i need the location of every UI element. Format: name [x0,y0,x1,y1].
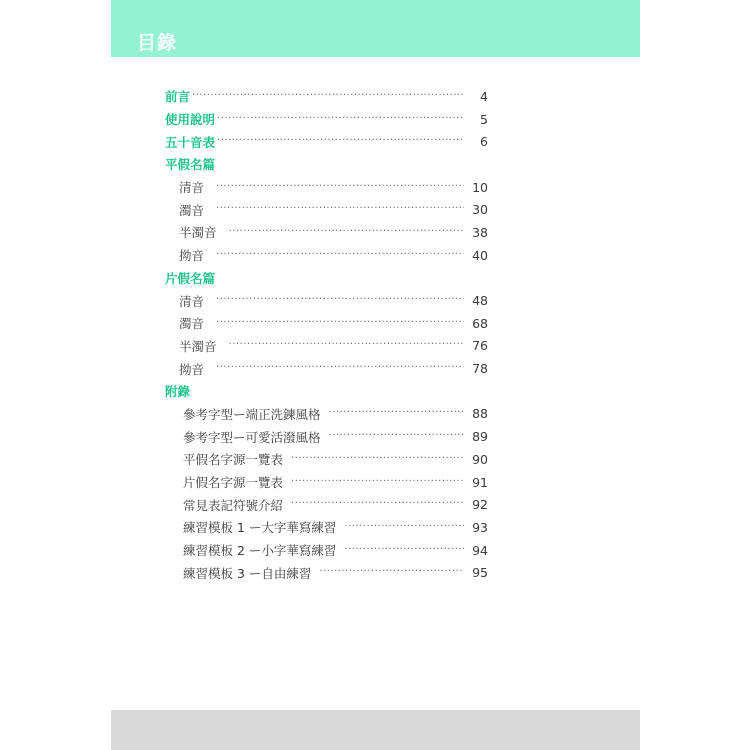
leader-dots [291,453,464,464]
toc-page-number: 30 [472,202,488,218]
leader-dots [344,521,464,532]
toc-page-number: 4 [480,88,488,104]
toc-entry-label: 使用說明 [165,112,216,128]
toc-entry-label: 濁音 [179,202,205,218]
leader-dots [216,203,464,214]
header-band [111,0,640,57]
page-title: 目錄 [137,32,178,54]
toc-entry [165,289,488,312]
toc-entry [165,176,488,199]
toc-entry-label: 拗音 [179,361,205,377]
toc-entry [165,335,488,358]
toc-entry [165,244,488,267]
toc-entry [165,357,488,380]
toc-page-number: 91 [472,474,488,490]
toc-page-number: 78 [472,361,488,377]
toc-entry-label: 平假名篇 [165,157,216,173]
leader-dots [216,294,464,305]
toc-entry [165,403,488,426]
toc-entry-label: 清音 [179,293,205,309]
leader-dots [217,135,464,146]
toc-entry [165,312,488,335]
toc-entry-label: 參考字型ー端正洗鍊風格 [183,406,321,422]
toc-page-number: 5 [480,111,488,127]
leader-dots [229,339,464,350]
toc-entry-label: 濁音 [179,316,205,332]
toc-entry [165,448,488,471]
leader-dots [291,498,464,509]
toc-entry-label: 參考字型ー可愛活潑風格 [183,429,321,445]
leader-dots [329,430,464,441]
toc-page-number: 6 [480,134,488,150]
toc-entry-label: 常見表記符號介紹 [183,497,284,513]
toc-page-number: 68 [472,315,488,331]
toc-entry [165,561,488,584]
toc-entry [165,539,488,562]
leader-dots [216,249,464,260]
toc-page-number: 10 [472,179,488,195]
toc-entry [165,471,488,494]
toc-entry-label: 半濁音 [179,225,217,241]
leader-dots [229,226,464,237]
leader-dots [344,544,464,555]
toc-entry-label: 五十音表 [165,134,216,150]
toc-entry-label: 練習模板 3 ー自由練習 [183,565,312,581]
document-page [111,0,640,750]
toc-page-number: 38 [472,224,488,240]
toc-entry-label: 前言 [165,89,191,105]
toc-entry-label: 練習模板 2 ー小字華寫練習 [183,543,337,559]
toc-section-heading [165,380,488,403]
toc-page-number: 76 [472,338,488,354]
toc-page-number: 92 [472,497,488,513]
leader-dots [319,566,464,577]
toc-page-number: 90 [472,451,488,467]
toc-entry [165,516,488,539]
toc-page-number: 95 [472,565,488,581]
toc-entry [165,493,488,516]
toc-section-heading [165,267,488,290]
toc-entry-label: 半濁音 [179,338,217,354]
toc-entry-label: 清音 [179,180,205,196]
footer-band [111,710,640,750]
toc-entry-label: 附錄 [165,384,191,400]
toc-page-number: 93 [472,519,488,535]
toc-entry-label: 練習模板 1 ー大字華寫練習 [183,520,337,536]
toc-entry-label: 拗音 [179,248,205,264]
toc-page-number: 40 [472,247,488,263]
leader-dots [217,113,464,124]
toc-entry [165,198,488,221]
toc-entry [165,85,488,108]
toc-entry-label: 片假名字源一覽表 [183,475,284,491]
toc-entry-label: 平假名字源一覽表 [183,452,284,468]
leader-dots [216,362,464,373]
leader-dots [216,317,464,328]
leader-dots [291,476,464,487]
toc-page-number: 89 [472,429,488,445]
table-of-contents [165,85,488,584]
toc-entry [165,108,488,131]
leader-dots [329,407,464,418]
leader-dots [216,181,464,192]
toc-entry-label: 片假名篇 [165,270,216,286]
toc-page-number: 88 [472,406,488,422]
leader-dots [192,90,464,101]
toc-entry [165,425,488,448]
toc-section-heading [165,153,488,176]
toc-page-number: 94 [472,542,488,558]
toc-entry [165,130,488,153]
toc-entry [165,221,488,244]
toc-page-number: 48 [472,293,488,309]
